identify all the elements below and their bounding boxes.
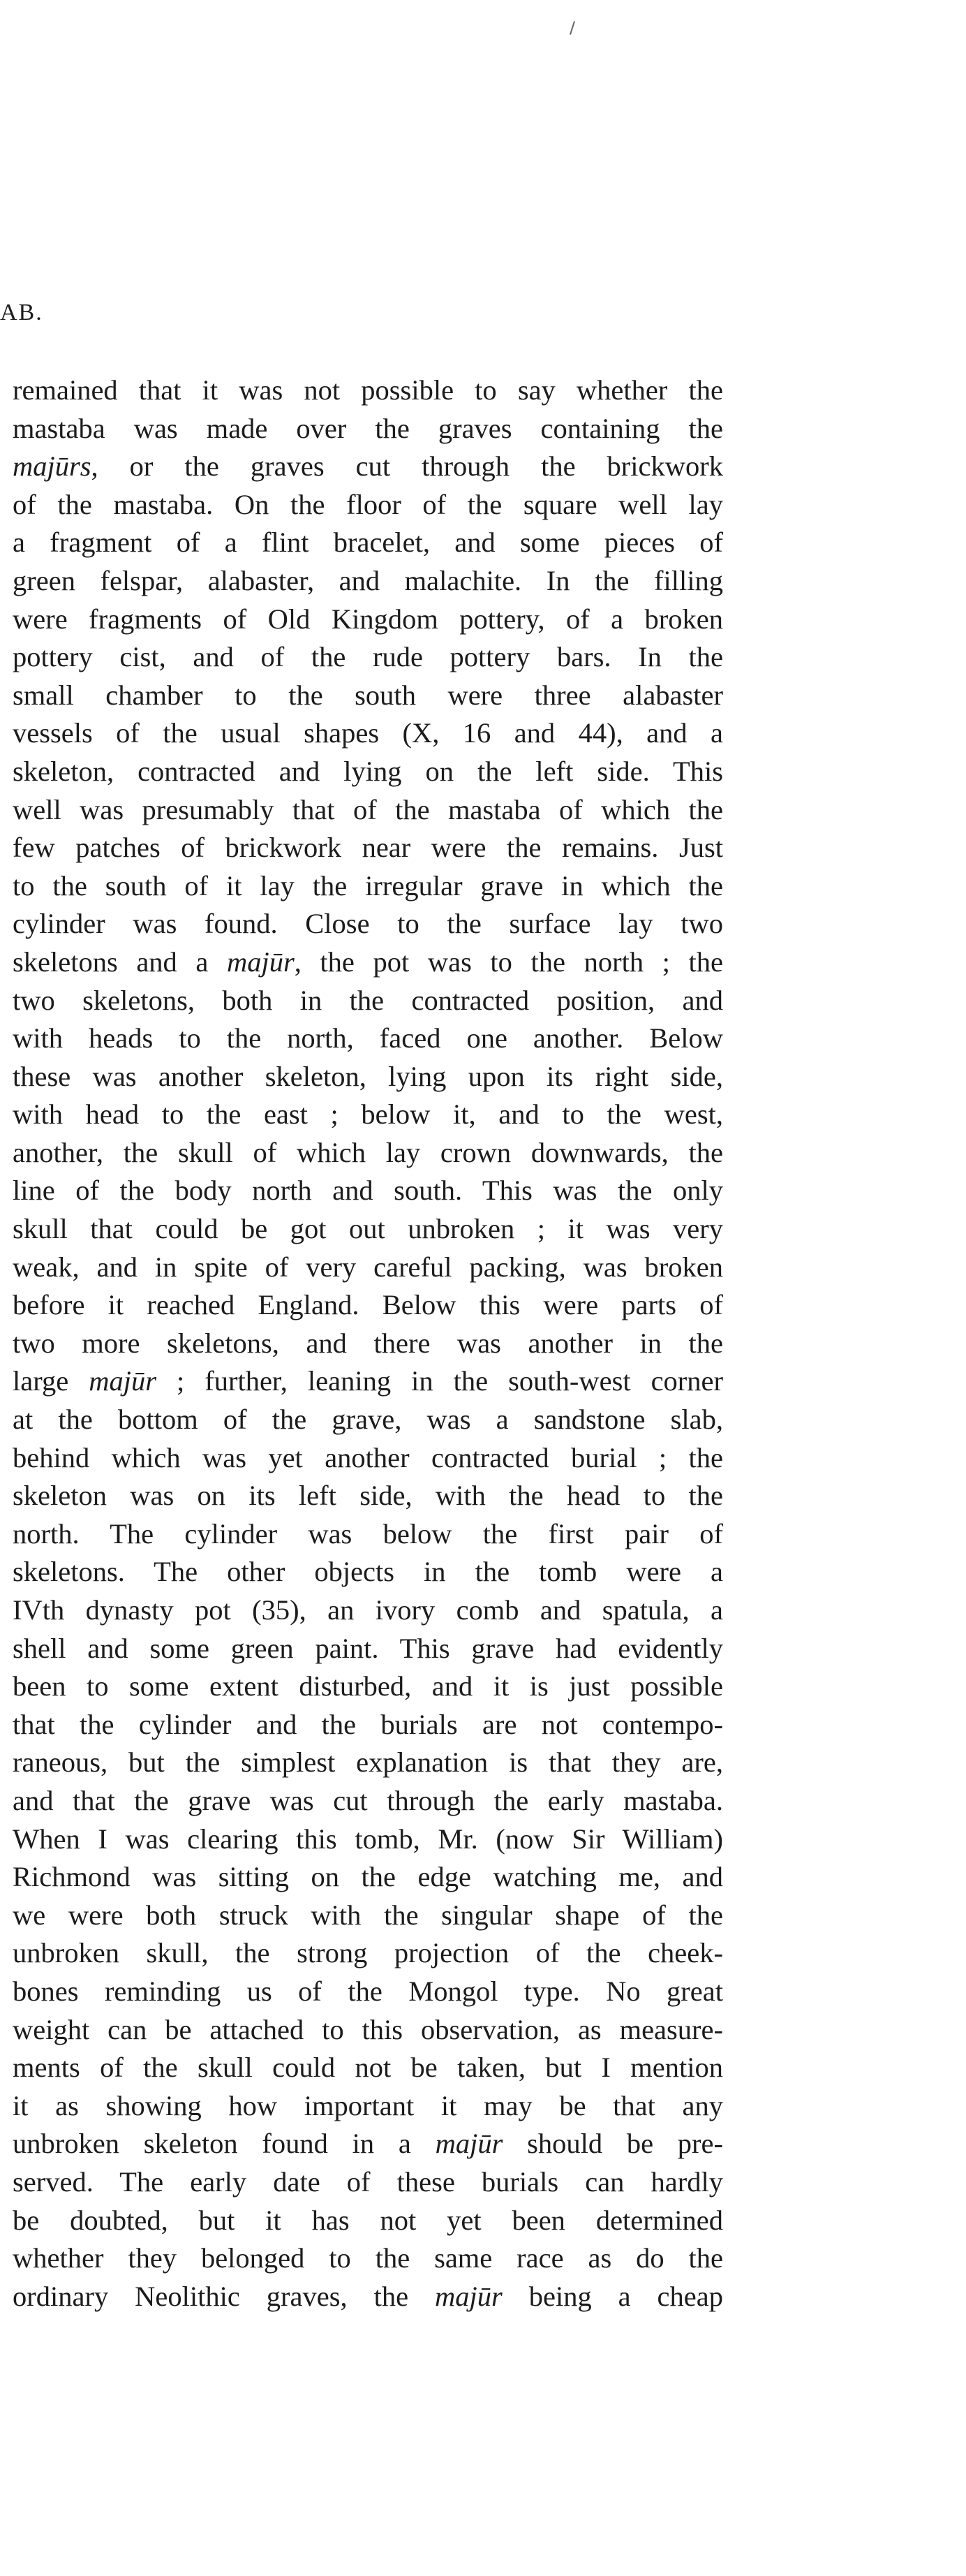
text-segment: these was another skeleton, lying upon its right side,	[13, 1060, 723, 1092]
text-segment: When I was clearing this tomb, Mr. (now Sir William)	[13, 1823, 723, 1855]
italic-term: majūr	[226, 945, 295, 978]
text-segment: ordinary Neolithic graves, the	[13, 2280, 435, 2312]
italic-term: majūrs	[13, 450, 91, 483]
text-line	[13, 562, 723, 601]
text-line	[13, 1134, 723, 1172]
text-line	[13, 1515, 723, 1554]
text-line	[13, 1210, 723, 1249]
text-segment: at the bottom of the grave, was a sandstone slab,	[13, 1404, 723, 1436]
italic-term: majūr	[435, 2280, 503, 2312]
text-segment: we were both struck with the singular shape of the	[13, 1899, 723, 1931]
text-segment: being a cheap	[502, 2280, 723, 2312]
text-line	[13, 1439, 723, 1478]
text-segment: another, the skull of which lay crown downwards, the	[13, 1136, 723, 1168]
text-line	[13, 1973, 723, 2011]
text-line	[13, 1553, 723, 1591]
text-segment: with head to the east ; below it, and to the west,	[13, 1098, 723, 1131]
text-segment: be doubted, but it has not yet been determined	[13, 2204, 723, 2236]
text-line	[13, 1058, 723, 1096]
text-segment: mastaba was made over the graves containing the	[13, 412, 723, 444]
text-line	[13, 371, 723, 410]
text-line	[13, 1858, 723, 1897]
text-line	[13, 1934, 723, 1973]
text-line	[13, 486, 723, 524]
text-line	[13, 1591, 723, 1630]
text-line	[13, 1286, 723, 1325]
text-line	[13, 1782, 723, 1820]
text-segment: ; further, leaning in the south-west corner	[156, 1365, 723, 1397]
text-segment: of the mastaba. On the floor of the square well lay	[13, 488, 723, 520]
text-segment: before it reached England. Below this were parts of	[13, 1289, 723, 1321]
text-line	[13, 1706, 723, 1744]
text-segment: two more skeletons, and there was another in the	[13, 1327, 723, 1359]
text-segment: behind which was yet another contracted burial ; the	[13, 1441, 723, 1473]
text-line	[13, 1325, 723, 1363]
text-segment: whether they belonged to the same race as do the	[13, 2242, 723, 2274]
text-segment: north. The cylinder was below the first pair of	[13, 1517, 723, 1550]
text-line	[13, 1668, 723, 1706]
text-line	[13, 1744, 723, 1782]
text-segment: been to some extent disturbed, and it is just possible	[13, 1670, 723, 1702]
text-segment: large	[13, 1365, 89, 1397]
text-segment: two skeletons, both in the contracted position, and	[13, 984, 723, 1016]
text-line	[13, 2125, 723, 2163]
text-segment: were fragments of Old Kingdom pottery, of a broken	[13, 603, 723, 635]
text-segment: bones reminding us of the Mongol type. No great	[13, 1975, 723, 2007]
text-line	[13, 714, 723, 753]
text-line	[13, 2011, 723, 2049]
text-line	[13, 943, 723, 982]
text-segment: with heads to the north, faced one another. Below	[13, 1022, 723, 1054]
text-segment: vessels of the usual shapes (X, 16 and 44), and a	[13, 717, 723, 749]
text-segment: weak, and in spite of very careful packing, was broken	[13, 1251, 723, 1283]
text-segment: that the cylinder and the burials are not contempo-	[13, 1708, 723, 1740]
text-segment: a fragment of a flint bracelet, and some pieces of	[13, 527, 723, 559]
text-line	[13, 829, 723, 867]
text-line	[13, 753, 723, 791]
text-line	[13, 1630, 723, 1668]
text-segment: remained that it was not possible to say whether the	[13, 374, 723, 406]
text-line	[13, 601, 723, 639]
text-line	[13, 1897, 723, 1935]
text-line	[13, 1020, 723, 1058]
italic-term: majūr	[435, 2128, 503, 2160]
text-line	[13, 410, 723, 448]
text-segment: skeleton, contracted and lying on the left side. This	[13, 755, 723, 787]
text-segment: should be pre-	[503, 2128, 723, 2160]
text-segment: Richmond was sitting on the edge watching me, and	[13, 1861, 723, 1893]
text-line	[13, 1249, 723, 1287]
text-segment: served. The early date of these burials can hardly	[13, 2165, 723, 2198]
text-segment: shell and some green paint. This grave had evidently	[13, 1632, 723, 1664]
text-line	[13, 1362, 723, 1401]
text-segment: small chamber to the south were three alabaster	[13, 679, 723, 711]
text-segment: skeleton was on its left side, with the head to the	[13, 1480, 723, 1512]
text-segment: and that the grave was cut through the early mastaba.	[13, 1784, 723, 1816]
text-segment: few patches of brickwork near were the remains. Just	[13, 832, 723, 864]
text-line	[13, 2239, 723, 2278]
body-text	[13, 371, 723, 2316]
text-line	[13, 2163, 723, 2202]
text-segment: skull that could be got out unbroken ; it was very	[13, 1213, 723, 1245]
text-line	[13, 867, 723, 906]
text-segment: , or the graves cut through the brickwork	[91, 450, 723, 483]
text-segment: skeletons and a	[13, 945, 227, 978]
text-line	[13, 448, 723, 486]
text-segment: weight can be attached to this observation, as measure-	[13, 2013, 723, 2045]
text-segment: unbroken skull, the strong projection of the cheek-	[13, 1937, 723, 1969]
text-line	[13, 1401, 723, 1439]
scan-mark	[570, 21, 575, 35]
running-head: AB.	[0, 300, 43, 325]
text-line	[13, 791, 723, 830]
text-segment: raneous, but the simplest explanation is that they are,	[13, 1746, 723, 1779]
text-segment: well was presumably that of the mastaba of which the	[13, 793, 723, 825]
text-line	[13, 1820, 723, 1859]
text-line	[13, 2202, 723, 2240]
text-segment: it as showing how important it may be that any	[13, 2089, 723, 2121]
text-segment: IVth dynasty pot (35), an ivory comb and spatula, a	[13, 1594, 723, 1626]
text-segment: ments of the skull could not be taken, but I mention	[13, 2052, 723, 2084]
text-line	[13, 638, 723, 677]
text-line	[13, 524, 723, 562]
text-segment: skeletons. The other objects in the tomb were a	[13, 1556, 723, 1588]
text-line	[13, 2049, 723, 2087]
text-line	[13, 1096, 723, 1134]
text-segment: pottery cist, and of the rude pottery bars. In the	[13, 641, 723, 673]
text-line	[13, 1172, 723, 1210]
text-segment: , the pot was to the north ; the	[294, 945, 723, 978]
text-line	[13, 2278, 723, 2316]
text-line	[13, 2087, 723, 2126]
text-segment: cylinder was found. Close to the surface lay two	[13, 908, 723, 940]
text-line	[13, 1477, 723, 1515]
text-segment: to the south of it lay the irregular grave in which the	[13, 869, 723, 901]
italic-term: majūr	[89, 1365, 156, 1397]
text-segment: unbroken skeleton found in a	[13, 2128, 436, 2160]
text-segment: line of the body north and south. This was the only	[13, 1175, 723, 1207]
text-segment: green felspar, alabaster, and malachite. In the filling	[13, 564, 723, 596]
text-line	[13, 982, 723, 1020]
text-line	[13, 905, 723, 943]
text-line	[13, 677, 723, 715]
